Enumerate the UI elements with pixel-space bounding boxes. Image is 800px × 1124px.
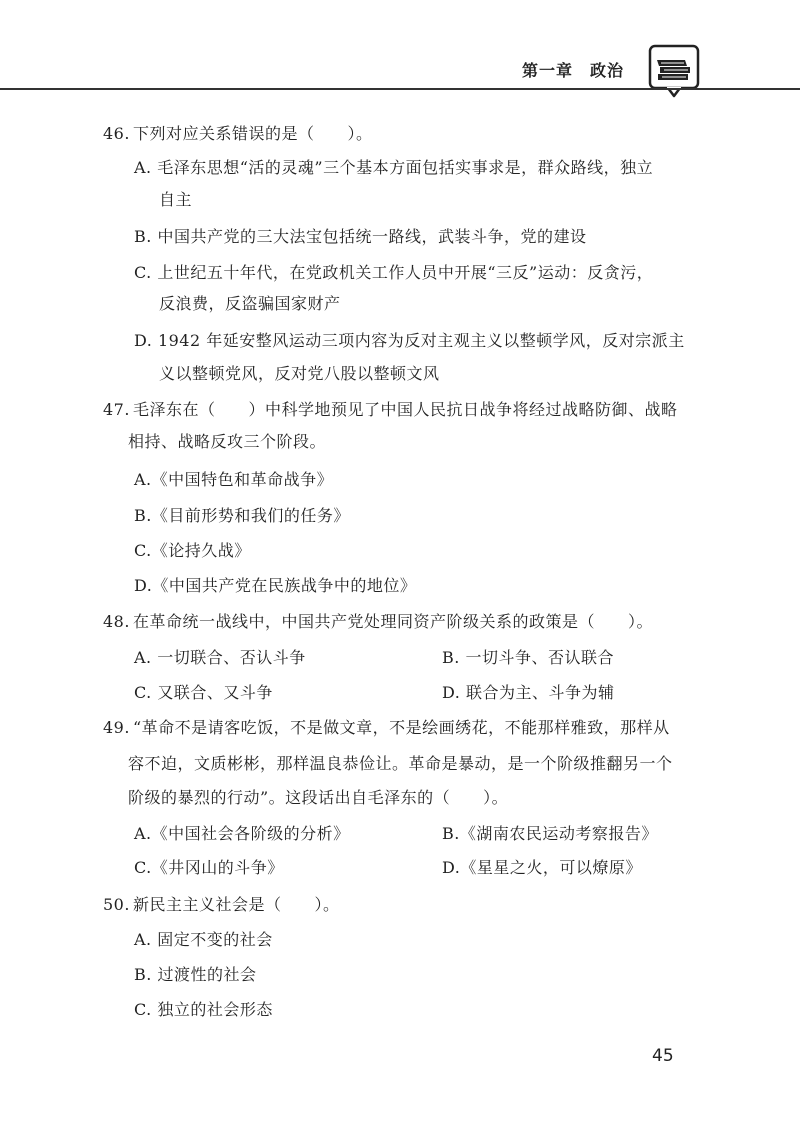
question-47-stem-cont: 相持、战略反攻三个阶段。 xyxy=(128,432,327,451)
chapter-title: 第一章 政治 xyxy=(522,61,625,80)
question-48-stem: 48. 在革命统一战线中，中国共产党处理同资产阶级关系的政策是（ ）。 xyxy=(103,612,654,631)
question-49-stem-cont-1: 容不迫，文质彬彬，那样温良恭俭让。革命是暴动，是一个阶级推翻另一个 xyxy=(128,754,673,773)
question-46-option-d-cont: 义以整顿党风，反对党八股以整顿文风 xyxy=(159,364,440,383)
question-number: 50. xyxy=(103,895,130,914)
question-49-option-b: B.《湖南农民运动考察报告》 xyxy=(442,824,658,843)
question-48-option-d: D. 联合为主、斗争为辅 xyxy=(442,683,615,702)
question-50-option-b: B. 过渡性的社会 xyxy=(134,965,257,984)
question-46-option-c-cont: 反浪费，反盗骗国家财产 xyxy=(159,294,341,313)
question-50-stem: 50. 新民主主义社会是（ ）。 xyxy=(103,895,340,914)
question-47-option-d: D.《中国共产党在民族战争中的地位》 xyxy=(134,576,417,595)
question-46-stem: 46. 下列对应关系错误的是（ ）。 xyxy=(103,124,373,143)
question-46-option-a-cont: 自主 xyxy=(159,190,193,209)
question-number: 46. xyxy=(103,124,130,143)
question-49-stem-cont-2: 阶级的暴烈的行动”。这段话出自毛泽东的（ ）。 xyxy=(128,788,509,807)
question-number: 47. xyxy=(103,400,130,419)
question-47-option-c: C.《论持久战》 xyxy=(134,541,251,560)
question-50-option-c: C. 独立的社会形态 xyxy=(134,1000,273,1019)
question-47-stem: 47. 毛泽东在（ ）中科学地预见了中国人民抗日战争将经过战略防御、战略 xyxy=(103,400,678,419)
question-48-option-b: B. 一切斗争、否认联合 xyxy=(442,648,614,667)
question-46-option-c: C. 上世纪五十年代，在党政机关工作人员中开展“三反”运动：反贪污， xyxy=(134,263,654,282)
question-46-option-d: D. 1942 年延安整风运动三项内容为反对主观主义以整顿学风，反对宗派主 xyxy=(134,331,685,350)
page-number: 45 xyxy=(652,1046,674,1066)
question-number: 49. xyxy=(103,718,130,737)
question-47-option-b: B.《目前形势和我们的任务》 xyxy=(134,506,350,525)
question-48-option-a: A. 一切联合、否认斗争 xyxy=(134,648,306,667)
question-49-option-a: A.《中国社会各阶级的分析》 xyxy=(134,824,350,843)
question-49-stem: 49. “革命不是请客吃饭，不是做文章，不是绘画绣花，不能那样雅致，那样从 xyxy=(103,718,670,737)
question-48-option-c: C. 又联合、又斗争 xyxy=(134,683,273,702)
question-47-option-a: A.《中国特色和革命战争》 xyxy=(134,470,334,489)
question-46-option-b: B. 中国共产党的三大法宝包括统一路线，武装斗争，党的建设 xyxy=(134,227,587,246)
question-49-option-d: D.《星星之火，可以燎原》 xyxy=(442,858,642,877)
question-49-option-c: C.《井冈山的斗争》 xyxy=(134,858,284,877)
question-number: 48. xyxy=(103,612,130,631)
question-46-option-a: A. 毛泽东思想“活的灵魂”三个基本方面包括实事求是，群众路线，独立 xyxy=(134,158,654,177)
question-50-option-a: A. 固定不变的社会 xyxy=(134,930,273,949)
